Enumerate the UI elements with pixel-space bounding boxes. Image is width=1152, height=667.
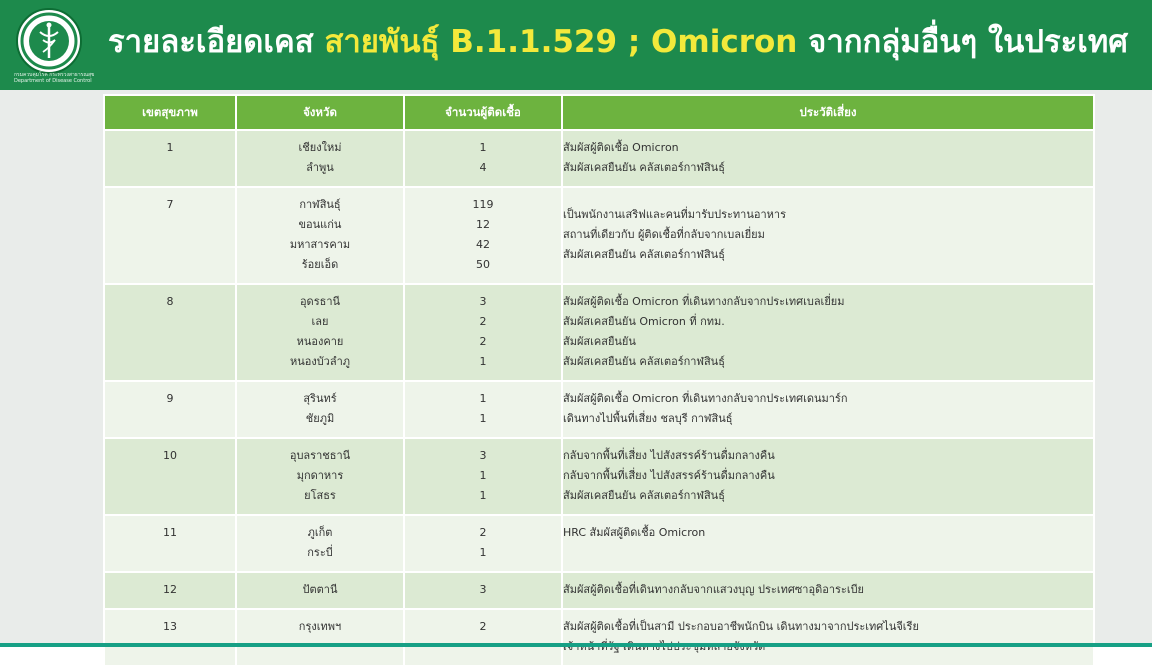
province-line: หนองคาย [296, 335, 344, 348]
count-line: 4 [479, 161, 487, 174]
history-line: สัมผัสผู้ติดเชื้อที่เป็นสามี ประกอบอาชีพนักบิน เดินทางมาจากประเทศไนจีเรีย [563, 620, 919, 633]
province-line: ปัตตานี [302, 583, 338, 596]
cell-history [562, 515, 1094, 572]
province-line: เลย [311, 315, 329, 328]
province-line: ยโสธร [304, 489, 336, 502]
cell-count [404, 609, 562, 666]
cell-count [404, 572, 562, 609]
table-row [104, 438, 1094, 515]
table-row [104, 515, 1094, 572]
cell-region: 13 [104, 609, 236, 666]
cell-region: 1 [104, 130, 236, 187]
count-line: 1 [479, 392, 487, 405]
history-line [563, 637, 1093, 657]
cell-count [404, 438, 562, 515]
count-line: 1 [479, 355, 487, 368]
province-line: กรุงเทพฯ [298, 620, 342, 633]
cell-history [562, 381, 1094, 438]
count-line: 1 [479, 469, 487, 482]
cell-count [404, 187, 562, 284]
col-header-region: เขตสุขภาพ [104, 95, 236, 130]
cell-province [236, 130, 404, 187]
province-line: เชียงใหม่ [298, 141, 342, 154]
history-line: สถานที่เดียวกับ ผู้ติดเชื้อที่กลับจากเบลเยี่ยม [563, 228, 765, 241]
province-line: มุกดาหาร [296, 469, 344, 482]
col-header-history: ประวัติเสี่ยง [562, 95, 1094, 130]
count-line: 3 [479, 583, 487, 596]
count-line: 2 [479, 526, 487, 539]
count-line: 1 [479, 412, 487, 425]
province-line: กาฬสินธุ์ [299, 198, 341, 211]
cell-region: 9 [104, 381, 236, 438]
history-line: สัมผัสเคสยืนยัน คลัสเตอร์กาฬสินธุ์ [563, 161, 725, 174]
history-line: สัมผัสผู้ติดเชื้อที่เดินทางกลับจากแสวงบุญ ประเทศซาอุดิอาระเบีย [563, 583, 865, 596]
cell-province [236, 187, 404, 284]
count-line: 1 [479, 489, 487, 502]
table-header-row [104, 95, 1094, 130]
history-line: กลับจากพื้นที่เสี่ยง ไปสังสรรค์ร้านดื่มกลางคืน [563, 449, 775, 462]
cell-region: 11 [104, 515, 236, 572]
history-line: HRC สัมผัสผู้ติดเชื้อ Omicron [563, 526, 706, 539]
history-line: กลับจากพื้นที่เสี่ยง ไปสังสรรค์ร้านดื่มกลางคืน [563, 469, 775, 482]
caduceus-icon [18, 10, 80, 72]
cell-history [562, 572, 1094, 609]
history-line: เป็นพนักงานเสริฟและคนที่มารับประทานอาหาร [563, 208, 786, 221]
count-line: 1 [479, 546, 487, 559]
col-header-count: จำนวนผู้ติดเชื้อ [404, 95, 562, 130]
cell-province [236, 515, 404, 572]
history-line: สัมผัสเคสยืนยัน Omicron ที่ กทม. [563, 315, 725, 328]
cell-count [404, 130, 562, 187]
cell-region: 8 [104, 284, 236, 381]
logo-caption-line1: กรมควบคุมโรค กระทรวงสาธารณสุข [14, 72, 95, 78]
count-line: 3 [479, 449, 487, 462]
title-suffix: จากกลุ่มอื่นๆ ในประเทศ [808, 24, 1128, 60]
province-line: อุดรธานี [299, 295, 341, 308]
province-line: ร้อยเอ็ด [301, 258, 339, 271]
cell-count [404, 284, 562, 381]
table-row [104, 609, 1094, 666]
count-line: 42 [476, 238, 490, 251]
cell-history [562, 284, 1094, 381]
count-line: 50 [476, 258, 490, 271]
table-row [104, 187, 1094, 284]
slide-body [0, 90, 1152, 647]
cell-history [562, 187, 1094, 284]
page-title [108, 20, 1128, 64]
province-line: ชัยภูมิ [305, 412, 335, 425]
count-line: 2 [479, 620, 487, 633]
history-line: สัมผัสผู้ติดเชื้อ Omicron ที่เดินทางกลับจากประเทศเดนมาร์ก [563, 392, 848, 405]
table-row [104, 381, 1094, 438]
moph-logo [16, 8, 82, 74]
province-line: กระบี่ [307, 546, 333, 559]
title-highlight: สายพันธุ์ B.1.1.529 ; Omicron [324, 24, 798, 60]
table-row [104, 572, 1094, 609]
logo-caption-line2: Department of Disease Control [14, 78, 92, 84]
cell-count [404, 381, 562, 438]
history-line: สัมผัสเคสยืนยัน คลัสเตอร์กาฬสินธุ์ [563, 489, 725, 502]
province-line: หนองบัวลำภู [289, 355, 351, 368]
province-line: สุรินทร์ [303, 392, 337, 405]
cell-province [236, 284, 404, 381]
logo-caption [14, 72, 95, 84]
history-line: สัมผัสผู้ติดเชื้อ Omicron ที่เดินทางกลับจากประเทศเบลเยี่ยม [563, 295, 845, 308]
cell-history [562, 438, 1094, 515]
history-line: สัมผัสผู้ติดเชื้อ Omicron [563, 141, 679, 154]
count-line: 3 [479, 295, 487, 308]
cell-region: 10 [104, 438, 236, 515]
cell-province [236, 572, 404, 609]
history-line: สัมผัสเคสยืนยัน คลัสเตอร์กาฬสินธุ์ [563, 248, 725, 261]
province-line: ลำพูน [306, 161, 334, 174]
table-body [104, 130, 1094, 666]
bottom-bar [0, 643, 1152, 647]
count-line: 2 [479, 315, 487, 328]
count-line: 12 [476, 218, 490, 231]
table-row [104, 130, 1094, 187]
case-table [103, 94, 1095, 667]
table-row [104, 284, 1094, 381]
cell-province [236, 381, 404, 438]
count-line: 119 [472, 198, 494, 211]
province-line: อุบลราชธานี [289, 449, 351, 462]
province-line: ขอนแก่น [298, 218, 342, 231]
province-line: ภูเก็ต [307, 526, 333, 539]
history-line: สัมผัสเคสยืนยัน [563, 335, 636, 348]
count-line: 2 [479, 335, 487, 348]
province-line: มหาสารคาม [289, 238, 351, 251]
cell-count [404, 515, 562, 572]
col-header-province: จังหวัด [236, 95, 404, 130]
cell-region: 12 [104, 572, 236, 609]
cell-province [236, 438, 404, 515]
history-line: เดินทางไปพื้นที่เสี่ยง ชลบุรี กาฬสินธุ์ [563, 412, 733, 425]
count-line: 1 [479, 141, 487, 154]
title-prefix: รายละเอียดเคส [108, 24, 314, 60]
cell-history [562, 130, 1094, 187]
slide-header [0, 0, 1152, 90]
cell-history [562, 609, 1094, 666]
cell-province [236, 609, 404, 666]
cell-region: 7 [104, 187, 236, 284]
history-line: สัมผัสเคสยืนยัน คลัสเตอร์กาฬสินธุ์ [563, 355, 725, 368]
